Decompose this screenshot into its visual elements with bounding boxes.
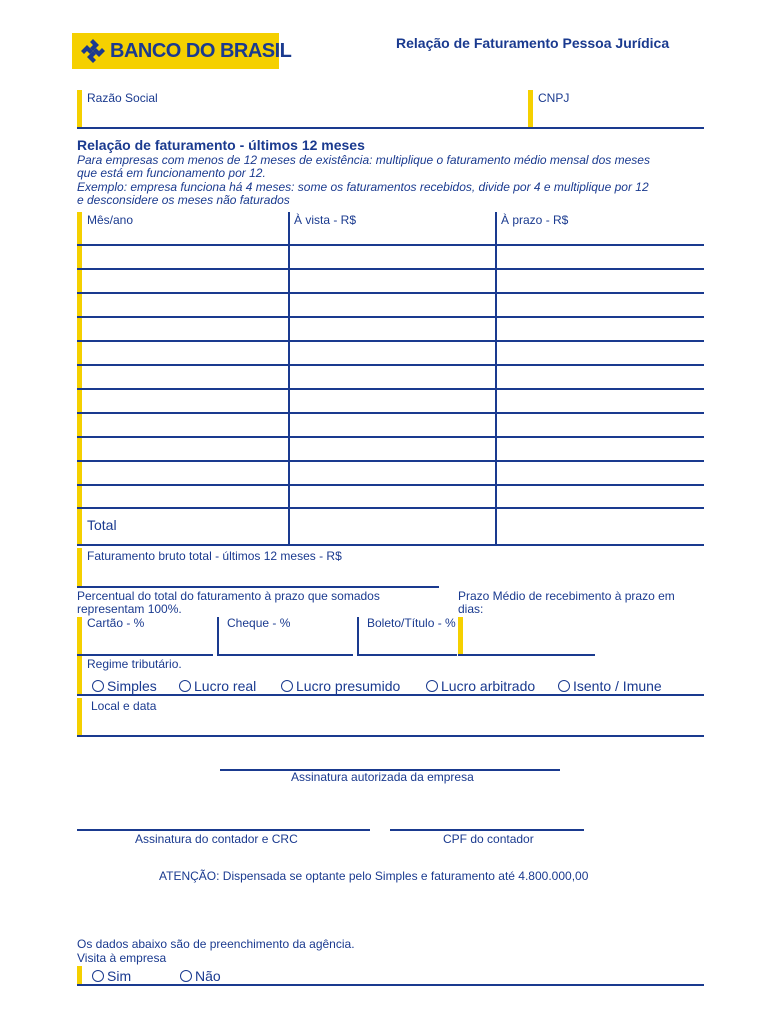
table-row[interactable] — [77, 244, 704, 246]
regime-option-label: Isento / Imune — [573, 678, 662, 694]
prazo-label-line2: dias: — [458, 602, 484, 616]
billing-instruction-3: Exemplo: empresa funciona há 4 meses: some os faturamentos recebidos, divide por 4 e multiplique por 12 — [77, 180, 649, 194]
cheque-label: Cheque - % — [227, 616, 291, 630]
gross-total-label: Faturamento bruto total - últimos 12 meses - R$ — [87, 549, 342, 563]
column-header-a-prazo: À prazo - R$ — [501, 213, 569, 227]
table-row[interactable] — [77, 340, 704, 342]
column-header-a-vista: À vista - R$ — [294, 213, 357, 227]
bank-logo — [72, 33, 292, 69]
cnpj-label: CNPJ — [538, 91, 570, 105]
regime-option-isento-imune[interactable] — [558, 678, 662, 694]
accountant-signature-line[interactable] — [77, 829, 370, 831]
regime-option-label: Simples — [107, 678, 157, 694]
radio-circle-icon — [92, 680, 104, 692]
radio-circle-icon — [426, 680, 438, 692]
table-row[interactable] — [77, 364, 704, 366]
table-row[interactable] — [77, 268, 704, 270]
bank-logo-text: BANCO DO BRASIL — [110, 40, 292, 62]
agency-note: Os dados abaixo são de preenchimento da agência. — [77, 937, 355, 951]
cnpj-marker — [528, 90, 533, 128]
billing-instruction-4: e desconsidere os meses não faturados — [77, 193, 290, 207]
table-row[interactable] — [77, 436, 704, 438]
billing-section-title: Relação de faturamento - últimos 12 meses — [77, 137, 365, 153]
regime-row-line — [77, 694, 704, 696]
local-data-field-line[interactable] — [77, 735, 704, 737]
billing-col-divider-1 — [288, 212, 290, 545]
radio-circle-icon — [180, 970, 192, 982]
bank-logo-icon — [80, 38, 106, 64]
cheque-divider — [217, 617, 219, 655]
regime-option-simples[interactable] — [92, 678, 157, 694]
regime-option-label: Lucro arbitrado — [441, 678, 536, 694]
local-data-marker — [77, 698, 82, 736]
razao-cnpj-field-line[interactable] — [77, 127, 704, 129]
cartao-label: Cartão - % — [87, 616, 145, 630]
table-row[interactable] — [77, 388, 704, 390]
regime-option-label: Lucro real — [194, 678, 257, 694]
gross-total-field-line[interactable] — [77, 586, 439, 588]
company-signature-label: Assinatura autorizada da empresa — [291, 770, 474, 784]
razao-social-marker — [77, 90, 82, 128]
regime-option-lucro-real[interactable] — [179, 678, 256, 694]
column-header-mes-ano: Mês/ano — [87, 213, 134, 227]
radio-circle-icon — [281, 680, 293, 692]
regime-marker — [77, 656, 82, 694]
form-title: Relação de Faturamento Pessoa Jurídica — [396, 35, 670, 51]
regime-option-lucro-presumido[interactable] — [281, 678, 400, 694]
accountant-signature-label: Assinatura do contador e CRC — [135, 832, 298, 846]
visit-option-sim[interactable] — [92, 968, 131, 984]
radio-circle-icon — [92, 970, 104, 982]
table-row[interactable] — [77, 412, 704, 414]
billing-instruction-1: Para empresas com menos de 12 meses de existência: multiplique o faturamento médio mensal dos meses — [77, 153, 650, 167]
cpf-line[interactable] — [390, 829, 584, 831]
cheque-field-line[interactable] — [217, 654, 353, 656]
visit-option-nao[interactable] — [180, 968, 221, 984]
attention-notice: ATENÇÃO: Dispensada se optante pelo Simples e faturamento até 4.800.000,00 — [159, 869, 589, 883]
gross-total-marker — [77, 548, 82, 586]
regime-option-lucro-arbitrado[interactable] — [426, 678, 535, 694]
prazo-field-line[interactable] — [458, 654, 595, 656]
billing-col-divider-2 — [495, 212, 497, 545]
razao-social-label: Razão Social — [87, 91, 158, 105]
visit-option-label: Não — [195, 968, 221, 984]
total-label: Total — [87, 517, 117, 533]
prazo-label-line1: Prazo Médio de recebimento à prazo em — [458, 589, 675, 603]
visit-marker — [77, 966, 82, 985]
boleto-label: Boleto/Título - % — [367, 616, 456, 630]
cartao-field-line[interactable] — [77, 654, 213, 656]
regime-option-label: Lucro presumido — [296, 678, 401, 694]
cartao-marker — [77, 617, 82, 655]
local-data-label: Local e data — [91, 699, 157, 713]
visit-option-label: Sim — [107, 968, 132, 984]
radio-circle-icon — [179, 680, 191, 692]
table-row[interactable] — [77, 292, 704, 294]
visit-label: Visita à empresa — [77, 951, 167, 965]
radio-circle-icon — [558, 680, 570, 692]
table-row[interactable] — [77, 460, 704, 462]
billing-table-marker — [77, 212, 82, 545]
percent-label-line1: Percentual do total do faturamento à prazo que somados — [77, 589, 380, 603]
boleto-field-line[interactable] — [357, 654, 457, 656]
billing-instruction-2: que está em funcionamento por 12. — [77, 166, 266, 180]
prazo-marker — [458, 617, 463, 655]
table-row[interactable] — [77, 484, 704, 486]
total-row-line[interactable] — [77, 544, 704, 546]
visit-row-line — [77, 984, 704, 986]
table-row[interactable] — [77, 316, 704, 318]
percent-label-line2: representam 100%. — [77, 602, 182, 616]
boleto-divider — [357, 617, 359, 655]
cpf-label: CPF do contador — [443, 832, 534, 846]
table-row[interactable] — [77, 507, 704, 509]
regime-label: Regime tributário. — [87, 657, 182, 671]
